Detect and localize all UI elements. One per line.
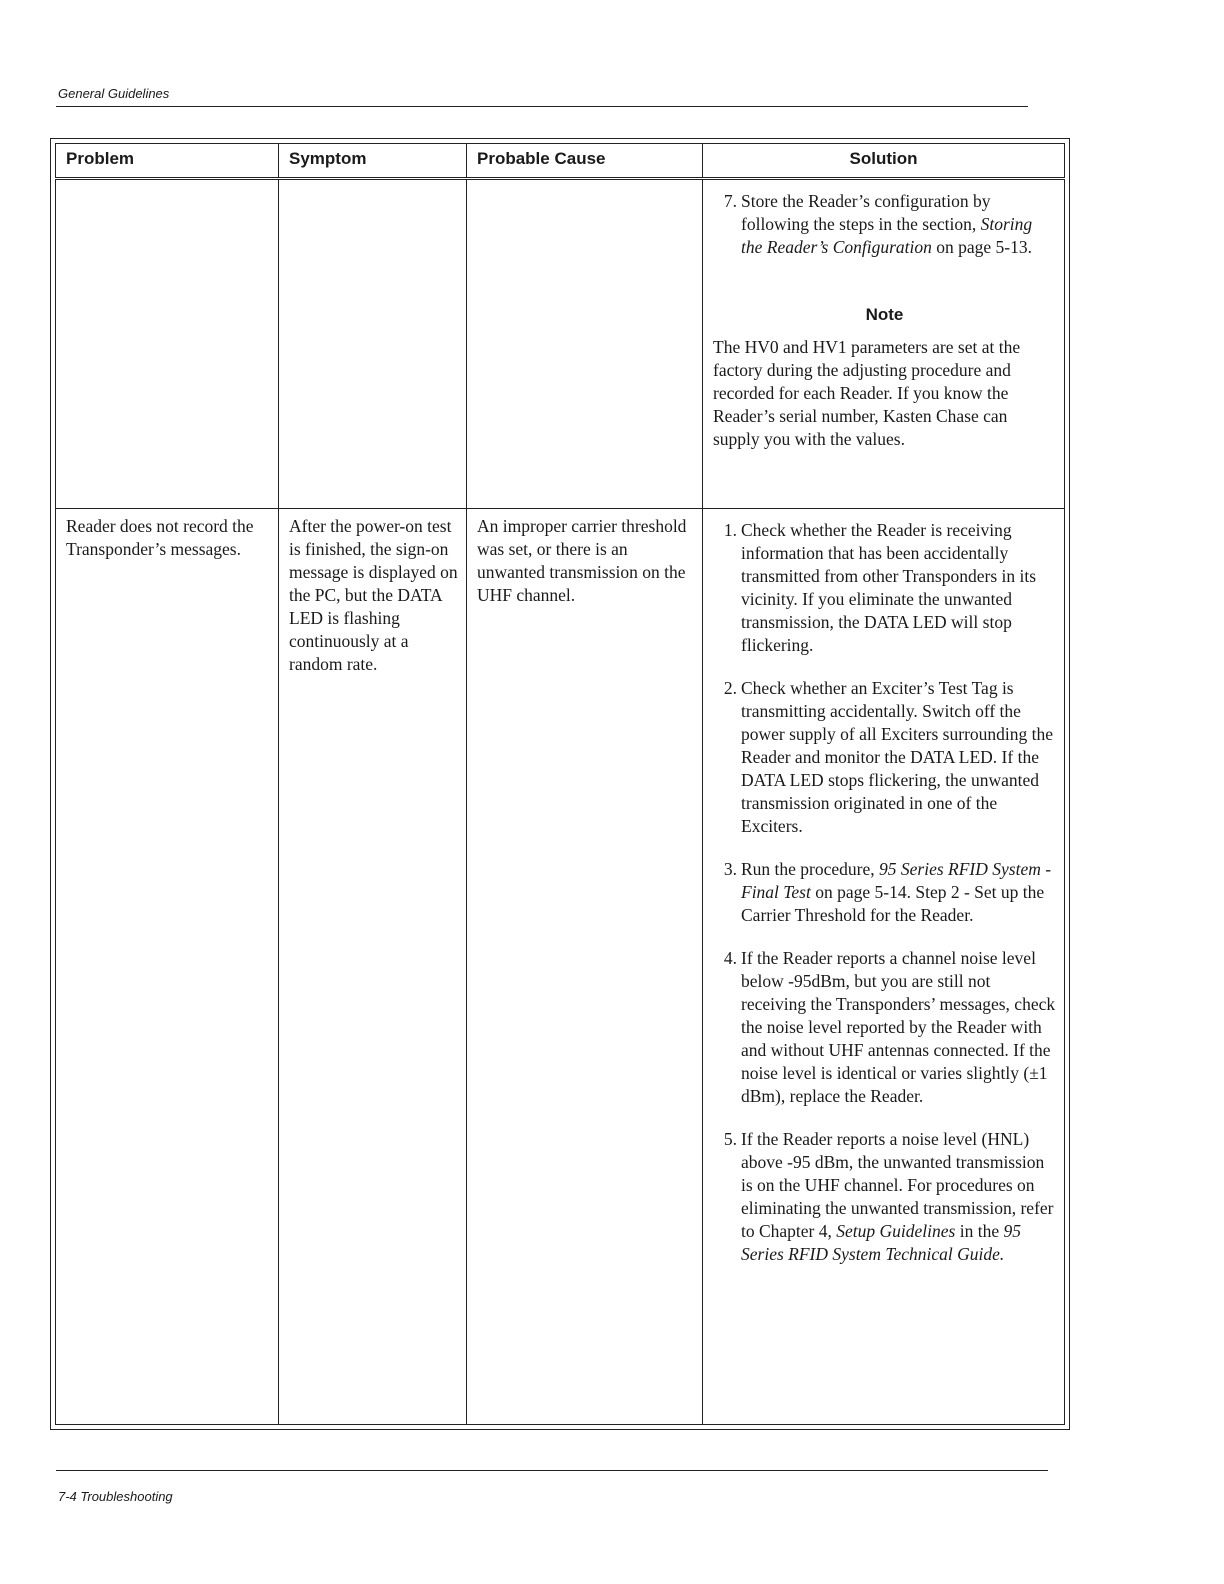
step-text-a: Store the Reader’s configuration by following the steps in the section,: [741, 191, 991, 234]
col-header-solution: Solution: [703, 144, 1065, 179]
col-header-probable-cause: Probable Cause: [467, 144, 703, 179]
problem-cell: Reader does not record the Transponder’s messages.: [56, 509, 279, 1425]
solution-step-5: [713, 1128, 1056, 1266]
step-text-b: on page 5-14. Step 2 - Set up the Carrier Threshold for the Reader.: [741, 882, 1045, 925]
solution-step-7: [713, 190, 1056, 259]
table-row: [56, 509, 1065, 1425]
step-number: 5.: [723, 1129, 737, 1149]
solution-cell: [703, 509, 1065, 1425]
solution-step-3: [713, 858, 1056, 927]
solution-step-2: [713, 677, 1056, 838]
section-reference: Storing the Reader’s Configuration: [741, 214, 1033, 257]
step-number: 7.: [723, 191, 737, 211]
step-text: [741, 1128, 1056, 1266]
step-number: 1.: [723, 520, 737, 540]
page-label: 7-4 Troubleshooting: [58, 1489, 173, 1504]
symptom-cell: After the power-on test is finished, the sign-on message is displayed on the PC, but the DATA LED is flashing continuously at a random rate.: [279, 509, 467, 1425]
chapter-reference: Setup Guidelines: [836, 1221, 956, 1241]
footer-rule: [56, 1470, 1048, 1471]
symptom-cell-empty: [279, 179, 467, 509]
step-text: If the Reader reports a channel noise level below -95dBm, but you are still not receiving the Transponders’ messages, check the noise level reported by the Reader with and without UHF antennas connected. If the noise level is identical or varies slightly (±1 dBm), replace the Reader.: [741, 948, 1056, 1106]
step-text-a: If the Reader reports a noise level (HNL) above -95 dBm, the unwanted transmission is on the UHF channel. For procedures on eliminating the unwanted transmission, refer to Chapter 4,: [741, 1129, 1054, 1241]
section-reference: 95 Series RFID System - Final Test: [741, 859, 1052, 902]
cause-cell-empty: [467, 179, 703, 509]
cause-cell: An improper carrier threshold was set, or there is an unwanted transmission on the UHF channel.: [467, 509, 703, 1425]
step-text: Check whether the Reader is receiving information that has been accidentally transmitted from other Transponders in its vicinity. If you eliminate the unwanted transmission, the DATA LED will stop flickering.: [741, 520, 1037, 655]
step-text-b: on page 5-13.: [936, 237, 1033, 257]
step-text: [741, 858, 1056, 927]
note-text: The HV0 and HV1 parameters are set at the factory during the adjusting procedure and recorded for each Reader. If you know the Reader’s serial number, Kasten Chase can supply you with the values.: [713, 337, 1021, 449]
col-header-problem: Problem: [56, 144, 279, 179]
step-text: Check whether an Exciter’s Test Tag is transmitting accidentally. Switch off the power supply of all Exciters surrounding the Reader and monitor the DATA LED. If the DATA LED stops flickering, the unwanted transmission originated in one of the Exciters.: [741, 678, 1054, 836]
note-heading: Note: [865, 305, 904, 324]
step-text: [741, 190, 1056, 259]
running-head: General Guidelines: [58, 86, 170, 101]
header-rule: [56, 106, 1028, 107]
troubleshooting-table: [55, 143, 1065, 1425]
table-row: [56, 179, 1065, 509]
problem-cell-empty: [56, 179, 279, 509]
solution-step-1: [713, 519, 1056, 657]
col-header-symptom: Symptom: [279, 144, 467, 179]
step-number: 4.: [723, 948, 737, 968]
solution-cell: [703, 179, 1065, 509]
step-text-a: Run the procedure,: [741, 859, 875, 879]
solution-step-4: [713, 947, 1056, 1108]
troubleshooting-table-frame: [50, 138, 1070, 1430]
guide-reference: 95 Series RFID System Technical Guide.: [741, 1221, 1021, 1264]
table-header-row: [56, 144, 1065, 179]
step-number: 2.: [723, 678, 737, 698]
step-number: 3.: [723, 859, 737, 879]
step-text-b: in the: [959, 1221, 1000, 1241]
